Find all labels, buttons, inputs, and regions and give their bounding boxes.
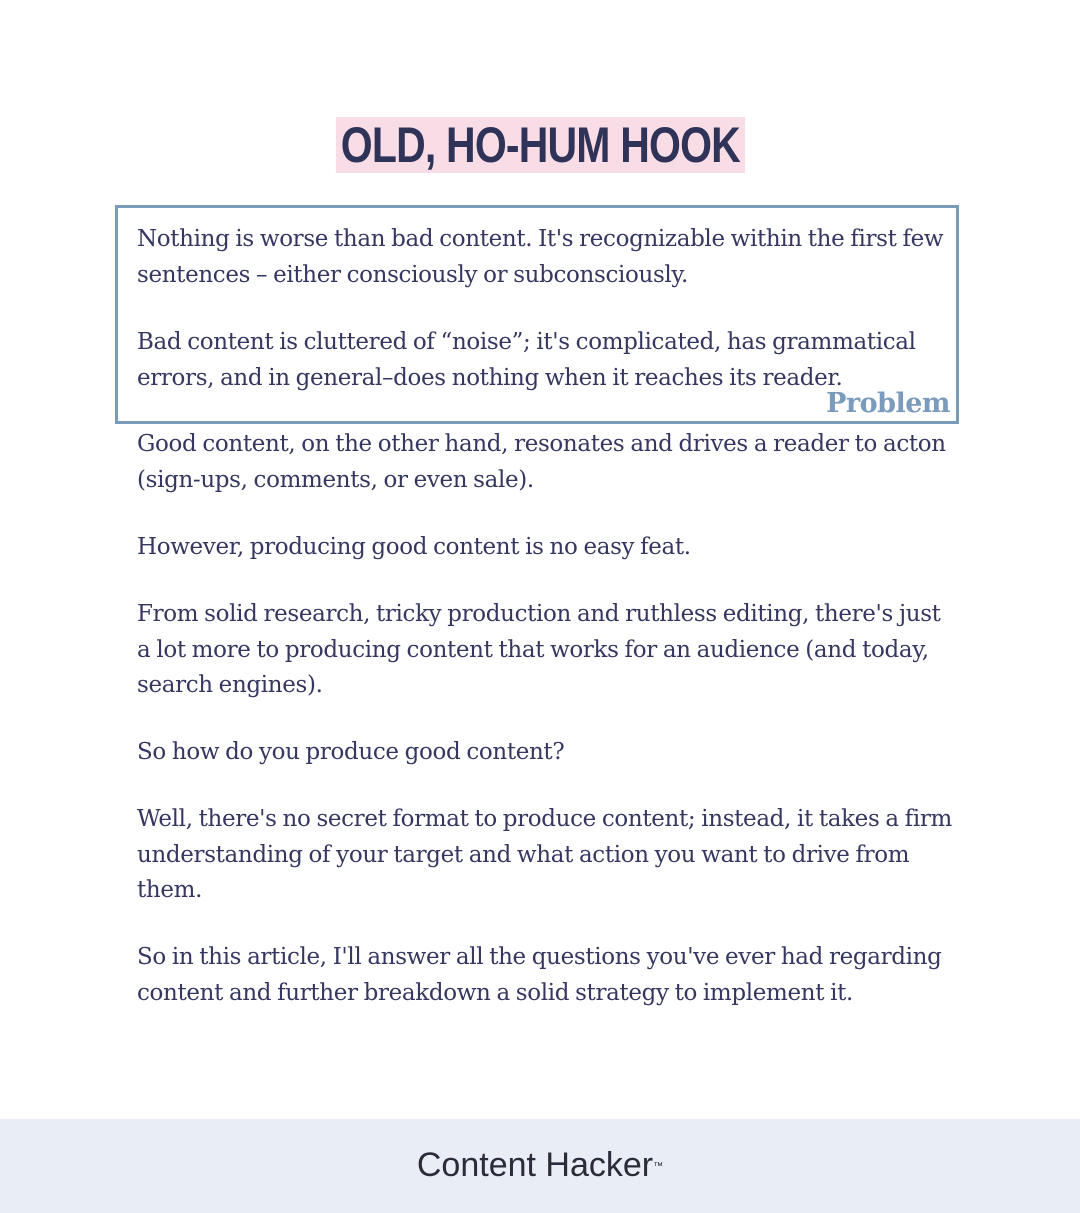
- paragraph-2: Bad content is cluttered of “noise”; it's complicated, has grammatical errors, and in general–does nothing when it reaches its reader.: [137, 329, 916, 391]
- paragraph-6: So how do you produce good content?: [137, 739, 565, 765]
- title-container: [0, 117, 1080, 173]
- trademark-symbol: ™: [653, 1161, 664, 1172]
- footer: [0, 1119, 1080, 1213]
- brand-name: Content Hacker: [416, 1146, 654, 1184]
- paragraph-7: Well, there's no secret format to produce content; instead, it takes a firm understanding of your target and what action you want to drive from them.: [137, 806, 952, 903]
- brand-logo: [0, 1145, 1080, 1185]
- paragraph-5: From solid research, tricky production and ruthless editing, there's just a lot more to producing content that works for an audience (and today, search engines).: [137, 601, 941, 698]
- page-title: OLD, HO-HUM HOOK: [336, 117, 745, 173]
- paragraph-1: Nothing is worse than bad content. It's recognizable within the first few sentences – either consciously or subconsciously.: [137, 226, 944, 288]
- problem-label: Problem: [826, 388, 950, 419]
- paragraph-8: So in this article, I'll answer all the questions you've ever had regarding content and further breakdown a solid strategy to implement it.: [137, 944, 942, 1006]
- paragraph-4: However, producing good content is no easy feat.: [137, 534, 691, 560]
- paragraph-3: Good content, on the other hand, resonates and drives a reader to acton (sign-ups, comments, or even sale).: [137, 431, 946, 493]
